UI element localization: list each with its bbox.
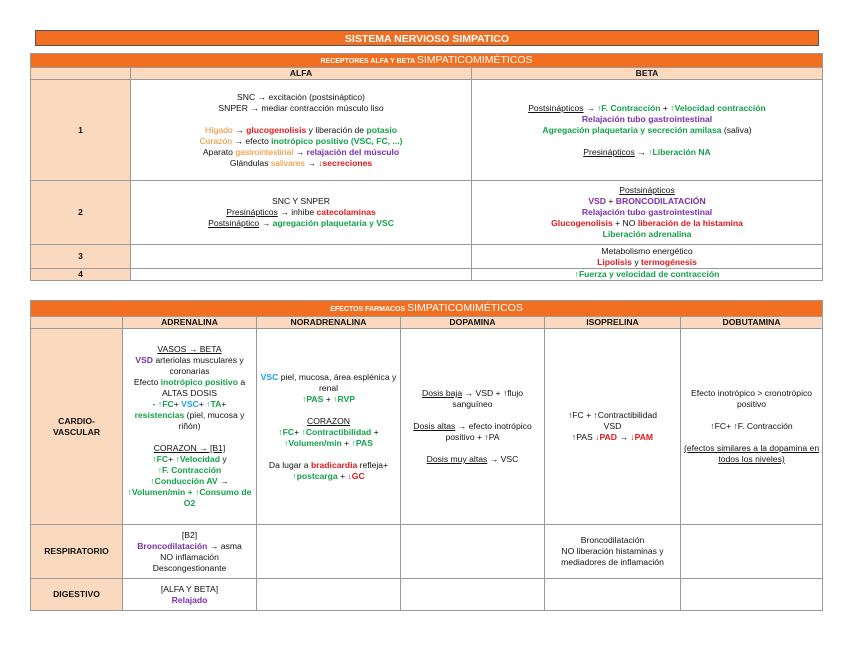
adrenalina-dig-cell: [ALFA Y BETA] Relajado [123,579,257,611]
table-row [31,181,823,245]
beta-2-cell: Postsinápticos VSD + BRONCODILATACIÓN Relajación tubo gastrointestinal Glucogenolisis + NO liberación de la histamina Liberación adrenalina [472,181,823,245]
dobutamina-resp-cell [681,525,823,579]
table-row [31,329,823,525]
row-number: 4 [31,269,131,281]
empty-corner [31,68,131,80]
isoprelina-dig-cell [545,579,681,611]
row-number: 1 [31,80,131,181]
dobutamina-dig-cell [681,579,823,611]
efectos-table [30,300,823,611]
adrenalina-cv-cell: VASOS → BETA VSD arteriolas musculares y coronarias Efecto inotrópico positivo a ALTAS DOSIS - ↑FC+ VSC+ ↑TA+ resistencias (piel, mucosa y riñón) CORAZON → [B1] ↑FC+ ↑Velocidad y ↑F. Contracción ↑Conducción AV → ↑Volumen/min + ↑Consumo de O2 [123,329,257,525]
col-alfa: ALFA [131,68,472,80]
adrenalina-resp-cell: [B2] Broncodilatación → asma NO inflamación Descongestionante [123,525,257,579]
col-dobutamina: DOBUTAMINA [681,317,823,329]
receptores-header: RECEPTORES ALFA Y BETA SIMPATICOMIMÉTICOS [31,54,823,68]
table-row [31,245,823,269]
alfa-4-cell [131,269,472,281]
beta-1-cell: Postsinápticos → ↑F. Contracción + ↑Velocidad contracción Relajación tubo gastrointestinal Agregación plaquetaria y secreción amilasa (saliva) Presinápticos → ↑Liberación NA [472,80,823,181]
empty-corner [31,317,123,329]
alfa-1-cell: SNC → excitación (postsináptico) SNPER → mediar contracción músculo liso Hígado → glucogenolisis y liberación de potasio Corazón → efecto inotrópico positivo (VSC, FC, ...) Aparato gastrointestinal → relajación del músculo Glándulas salivares → ↓secreciones [131,80,472,181]
table-row [31,525,823,579]
row-label-respiratorio: RESPIRATORIO [31,525,123,579]
col-beta: BETA [472,68,823,80]
table-row [31,579,823,611]
noradrenalina-dig-cell [257,579,401,611]
row-number: 3 [31,245,131,269]
isoprelina-resp-cell: Broncodilatación NO liberación histaminas y mediadores de inflamación [545,525,681,579]
col-isoprelina: ISOPRELINA [545,317,681,329]
dopamina-dig-cell [401,579,545,611]
alfa-2-cell: SNC Y SNPER Presinápticos → inhibe catecolaminas Postsináptico → agregación plaquetaria y VSC [131,181,472,245]
col-adrenalina: ADRENALINA [123,317,257,329]
page-title: SISTEMA NERVIOSO SIMPATICO [35,30,819,46]
noradrenalina-resp-cell [257,525,401,579]
table-row [31,269,823,281]
noradrenalina-cv-cell: VSC piel, mucosa, área esplénica y renal ↑PAS + ↑RVP CORAZON ↑FC+ ↑Contractibilidad + ↑Volumen/min + ↑PAS Da lugar a bradicardia refleja+ ↑postcarga + ↓GC [257,329,401,525]
beta-4-cell: ↑Fuerza y velocidad de contracción [472,269,823,281]
isoprelina-cv-cell: ↑FC + ↑Contractibilidad VSD ↑PAS ↓PAD → ↓PAM [545,329,681,525]
row-label-cardio: CARDIO- VASCULAR [31,329,123,525]
col-dopamina: DOPAMINA [401,317,545,329]
dopamina-resp-cell [401,525,545,579]
efectos-header: EFECTOS FARMACOS SIMPATICOMIMÉTICOS [31,301,823,317]
alfa-3-cell [131,245,472,269]
receptores-table [30,53,823,281]
col-noradrenalina: NORADRENALINA [257,317,401,329]
table-row [31,80,823,181]
row-label-digestivo: DIGESTIVO [31,579,123,611]
row-number: 2 [31,181,131,245]
dobutamina-cv-cell: Efecto inotrópico > cronotrópico positivo ↑FC+ ↑F. Contracción (efectos similares a la dopamina en todos los niveles) [681,329,823,525]
dopamina-cv-cell: Dosis baja → VSD + ↑flujo sanguíneo Dosis altas → efecto inotrópico positivo + ↑PA Dosis muy altas → VSC [401,329,545,525]
beta-3-cell: Metabolismo energético Lipolisis y termogénesis [472,245,823,269]
